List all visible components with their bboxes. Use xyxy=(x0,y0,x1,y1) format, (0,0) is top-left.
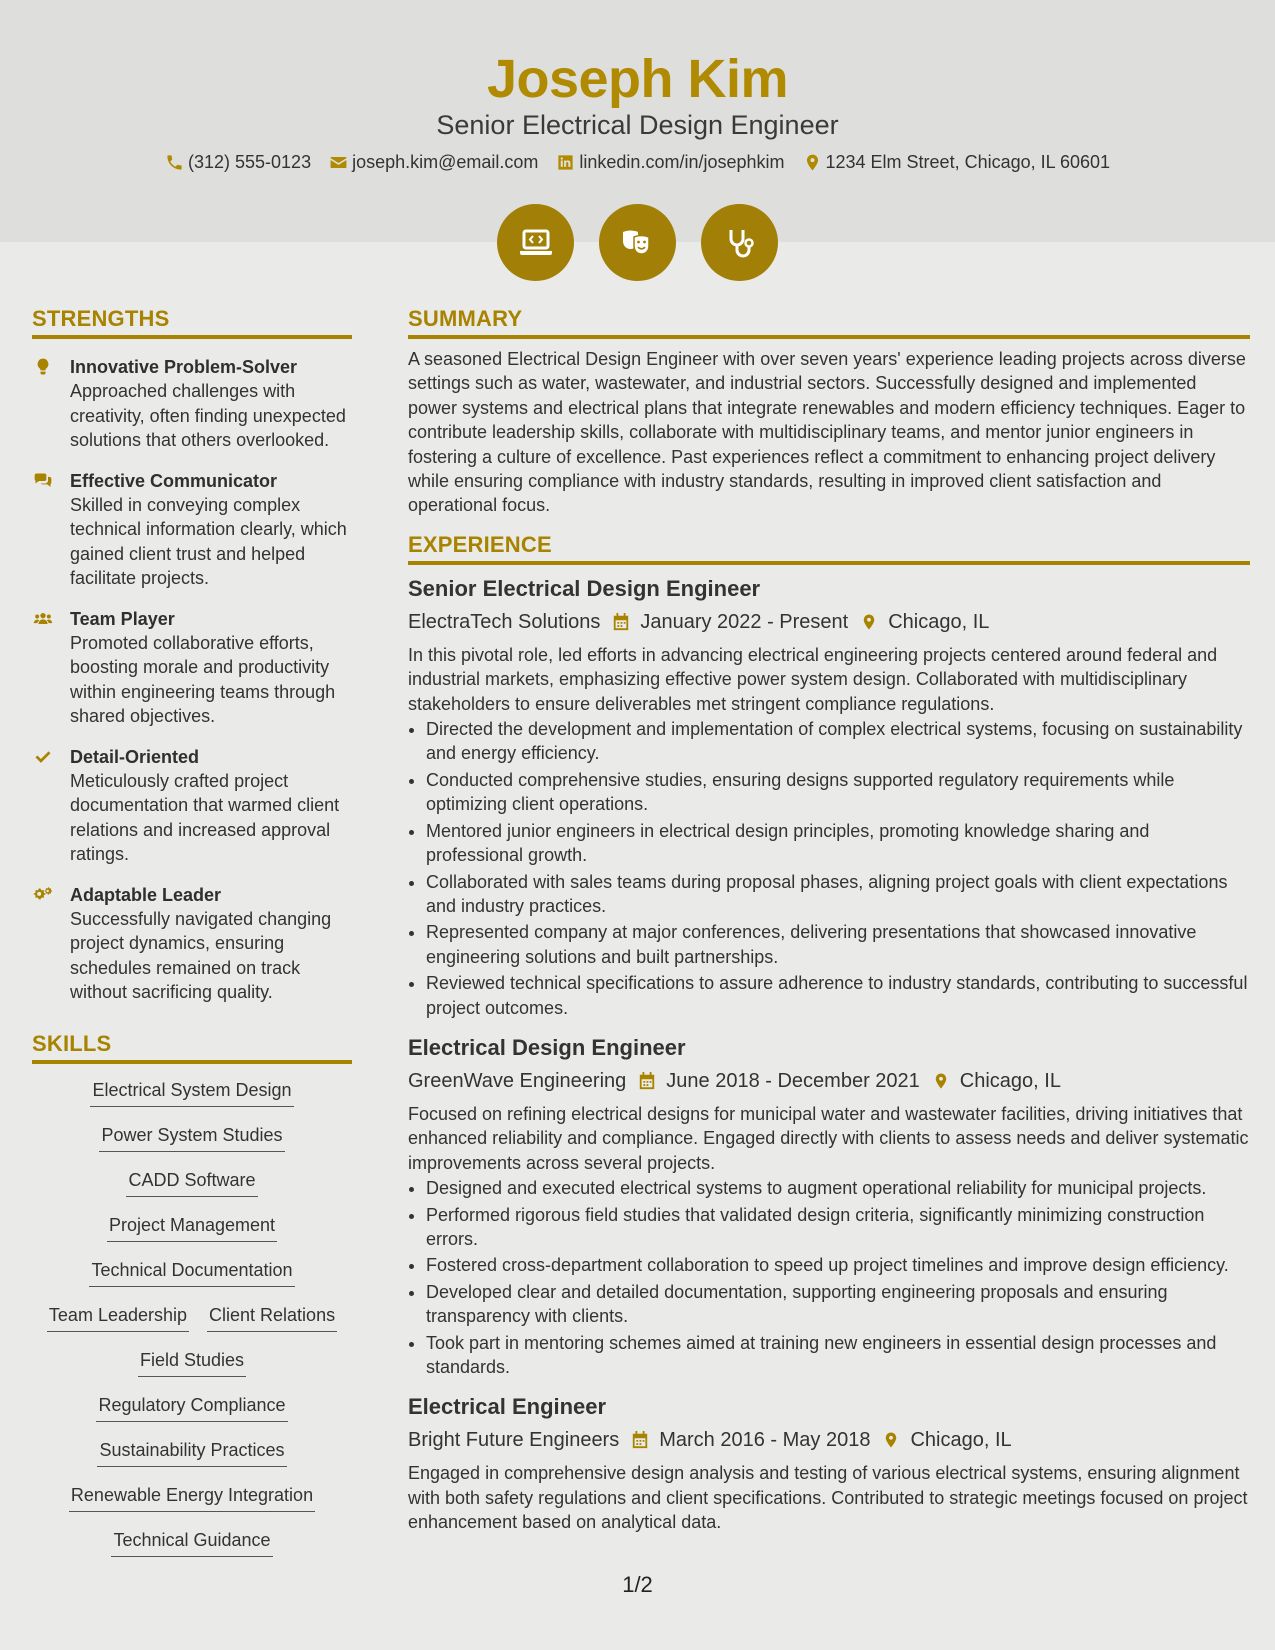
job-description: Engaged in comprehensive design analysis and testing of various electrical systems, ensuring alignment with both safety regulations and client specifications. Contributed to strategic meetings focused on project enhancement based on analytical data. xyxy=(408,1463,1248,1533)
cogs-icon xyxy=(32,885,54,905)
skill-tag: Project Management xyxy=(107,1213,277,1242)
linkedin-icon xyxy=(556,153,575,172)
strength-title: Team Player xyxy=(70,608,175,629)
contact-address-text: 1234 Elm Street, Chicago, IL 60601 xyxy=(825,152,1111,172)
interest-badges xyxy=(0,204,1275,281)
strength-item xyxy=(32,355,352,453)
contact-address xyxy=(803,152,1111,173)
strength-title: Adaptable Leader xyxy=(70,884,222,905)
contact-phone-text: (312) 555-0123 xyxy=(187,152,312,172)
check-icon xyxy=(32,747,54,767)
skill-tag: Renewable Energy Integration xyxy=(69,1483,315,1512)
contact-phone[interactable] xyxy=(165,152,311,173)
job-title: Electrical Engineer xyxy=(408,1394,607,1420)
strength-desc: Successfully navigated changing project dynamics, ensuring schedules remained on track without sacrificing quality. xyxy=(70,908,332,1002)
stethoscope-icon xyxy=(720,223,760,263)
skill-tag: Team Leadership xyxy=(47,1303,189,1332)
strength-item xyxy=(32,745,352,867)
summary-text: A seasoned Electrical Design Engineer with over seven years' experience leading projects across diverse settings such as water, wastewater, and industrial sectors. Successfully designed and implemented power systems and electrical plans that integrate renewables and modern efficiency techniques. Eager to contribute leadership skills, collaborate with multidisciplinary teams, and mentor junior engineers in fostering a culture of excellence. Past experiences reflect a commitment to enhancing project delivery while ensuring compliance with industry standards, resulting in improved client satisfaction and operational focus. xyxy=(408,349,1246,516)
job-location: Chicago, IL xyxy=(910,1429,1012,1452)
job-bullet: • Reviewed technical specifications to assure adherence to industry standards, contributing to successful project outcomes. xyxy=(426,971,1250,1020)
strength-desc: Meticulously crafted project documentation that warmed client relations and increased approval ratings. xyxy=(70,770,340,864)
calendar-icon xyxy=(631,1430,649,1450)
contact-linkedin[interactable] xyxy=(556,152,784,173)
summary-heading: SUMMARY xyxy=(408,306,1250,339)
job-bullet: • Fostered cross-department collaboration to speed up project timelines and improve design efficiency. xyxy=(426,1253,1250,1277)
job-bullet: • Represented company at major conferences, delivering presentations that showcased innovative engineering solutions and built partnerships. xyxy=(426,920,1250,969)
badge-masks xyxy=(599,204,676,281)
strength-item xyxy=(32,883,352,1005)
experience-heading: EXPERIENCE xyxy=(408,532,1250,565)
skills-heading: SKILLS xyxy=(32,1031,352,1064)
strength-title: Effective Communicator xyxy=(70,470,278,491)
calendar-icon xyxy=(638,1071,656,1091)
comments-icon xyxy=(32,471,54,491)
skill-tag: Technical Guidance xyxy=(111,1528,272,1557)
skill-tag: Sustainability Practices xyxy=(97,1438,286,1467)
job-company: Bright Future Engineers xyxy=(408,1429,620,1452)
skill-tag: Field Studies xyxy=(138,1348,246,1377)
contact-email-text: joseph.kim@email.com xyxy=(352,152,539,172)
strength-title: Innovative Problem-Solver xyxy=(70,357,298,377)
job-entry xyxy=(408,575,1250,1020)
map-pin-icon xyxy=(803,153,822,172)
job-bullet: • Performed rigorous field studies that validated design criteria, significantly minimizing construction errors. xyxy=(426,1203,1250,1252)
left-column xyxy=(32,306,352,1573)
job-title: Senior Electrical Design Engineer xyxy=(408,575,761,601)
users-icon xyxy=(32,609,54,629)
contact-email[interactable] xyxy=(329,152,538,173)
job-bullets xyxy=(426,1176,1250,1379)
job-bullet: • Directed the development and implementation of complex electrical systems, focusing on sustainability and energy efficiency. xyxy=(426,717,1250,766)
skill-tag: Power System Studies xyxy=(99,1123,284,1152)
job-meta xyxy=(408,1427,1250,1453)
job-bullet: • Mentored junior engineers in electrical design principles, promoting knowledge sharing and professional growth. xyxy=(426,819,1250,868)
right-column xyxy=(408,306,1250,1535)
map-pin-icon xyxy=(882,1430,900,1450)
skill-tag: Regulatory Compliance xyxy=(96,1393,287,1422)
strength-desc: Skilled in conveying complex technical information clearly, which gained client trust and helped facilitate projects. xyxy=(70,494,347,588)
strength-item xyxy=(32,469,352,591)
map-pin-icon xyxy=(932,1071,950,1091)
phone-icon xyxy=(165,153,184,172)
badge-stethoscope xyxy=(701,204,778,281)
contact-linkedin-text: linkedin.com/in/josephkim xyxy=(579,152,785,172)
calendar-icon xyxy=(612,612,630,632)
job-location: Chicago, IL xyxy=(888,610,990,633)
job-company: ElectraTech Solutions xyxy=(408,610,601,633)
skill-tag: Technical Documentation xyxy=(89,1258,294,1287)
page-number: 1/2 xyxy=(622,1572,653,1597)
job-title: Electrical Design Engineer xyxy=(408,1034,686,1060)
job-bullet: • Took part in mentoring schemes aimed at training new engineers in essential design processes and standards. xyxy=(426,1331,1250,1380)
theater-masks-icon xyxy=(618,223,658,263)
job-meta xyxy=(408,1068,1250,1094)
job-dates: March 2016 - May 2018 xyxy=(659,1429,871,1452)
strengths-heading: STRENGTHS xyxy=(32,306,352,339)
job-location: Chicago, IL xyxy=(959,1069,1061,1092)
job-dates: June 2018 - December 2021 xyxy=(666,1069,920,1092)
candidate-title: Senior Electrical Design Engineer xyxy=(436,110,839,140)
strength-title: Detail-Oriented xyxy=(70,746,200,767)
lightbulb-icon xyxy=(32,357,54,377)
job-description: Focused on refining electrical designs for municipal water and wastewater facilities, driving initiatives that enhanced reliability and compliance. Engaged directly with clients to assess needs and deliver systematic improvements across several projects. xyxy=(408,1103,1249,1173)
strength-item xyxy=(32,607,352,729)
job-bullet: • Conducted comprehensive studies, ensuring designs supported regulatory requirements while optimizing client operations. xyxy=(426,768,1250,817)
job-dates: January 2022 - Present xyxy=(640,610,849,633)
job-company: GreenWave Engineering xyxy=(408,1069,627,1092)
job-bullet: • Collaborated with sales teams during proposal phases, aligning project goals with client expectations and industry practices. xyxy=(426,870,1250,919)
strength-desc: Approached challenges with creativity, often finding unexpected solutions that others overlooked. xyxy=(70,381,346,450)
job-bullet: • Developed clear and detailed documentation, supporting engineering proposals and ensuring transparency with clients. xyxy=(426,1280,1250,1329)
job-meta xyxy=(408,609,1250,635)
badge-laptop xyxy=(497,204,574,281)
skill-tag: Electrical System Design xyxy=(90,1078,293,1107)
laptop-code-icon xyxy=(516,223,556,263)
envelope-icon xyxy=(329,153,348,172)
job-entry xyxy=(408,1393,1250,1534)
job-entry xyxy=(408,1034,1250,1379)
skills-list xyxy=(32,1078,352,1573)
job-bullets xyxy=(426,717,1250,1020)
skill-tag: CADD Software xyxy=(126,1168,257,1197)
job-bullet: • Designed and executed electrical systems to augment operational reliability for municipal projects. xyxy=(426,1176,1250,1200)
contact-bar xyxy=(0,152,1275,173)
job-description: In this pivotal role, led efforts in advancing electrical engineering projects centered around federal and industrial markets, emphasizing effective power system design. Collaborated with multidisciplinary stakeholders to ensure deliverables met stringent compliance regulations. xyxy=(408,644,1218,714)
map-pin-icon xyxy=(860,612,878,632)
strength-desc: Promoted collaborative efforts, boosting morale and productivity within engineering teams through shared objectives. xyxy=(70,632,336,726)
skill-tag: Client Relations xyxy=(207,1303,337,1332)
candidate-name: Joseph Kim xyxy=(486,49,789,109)
